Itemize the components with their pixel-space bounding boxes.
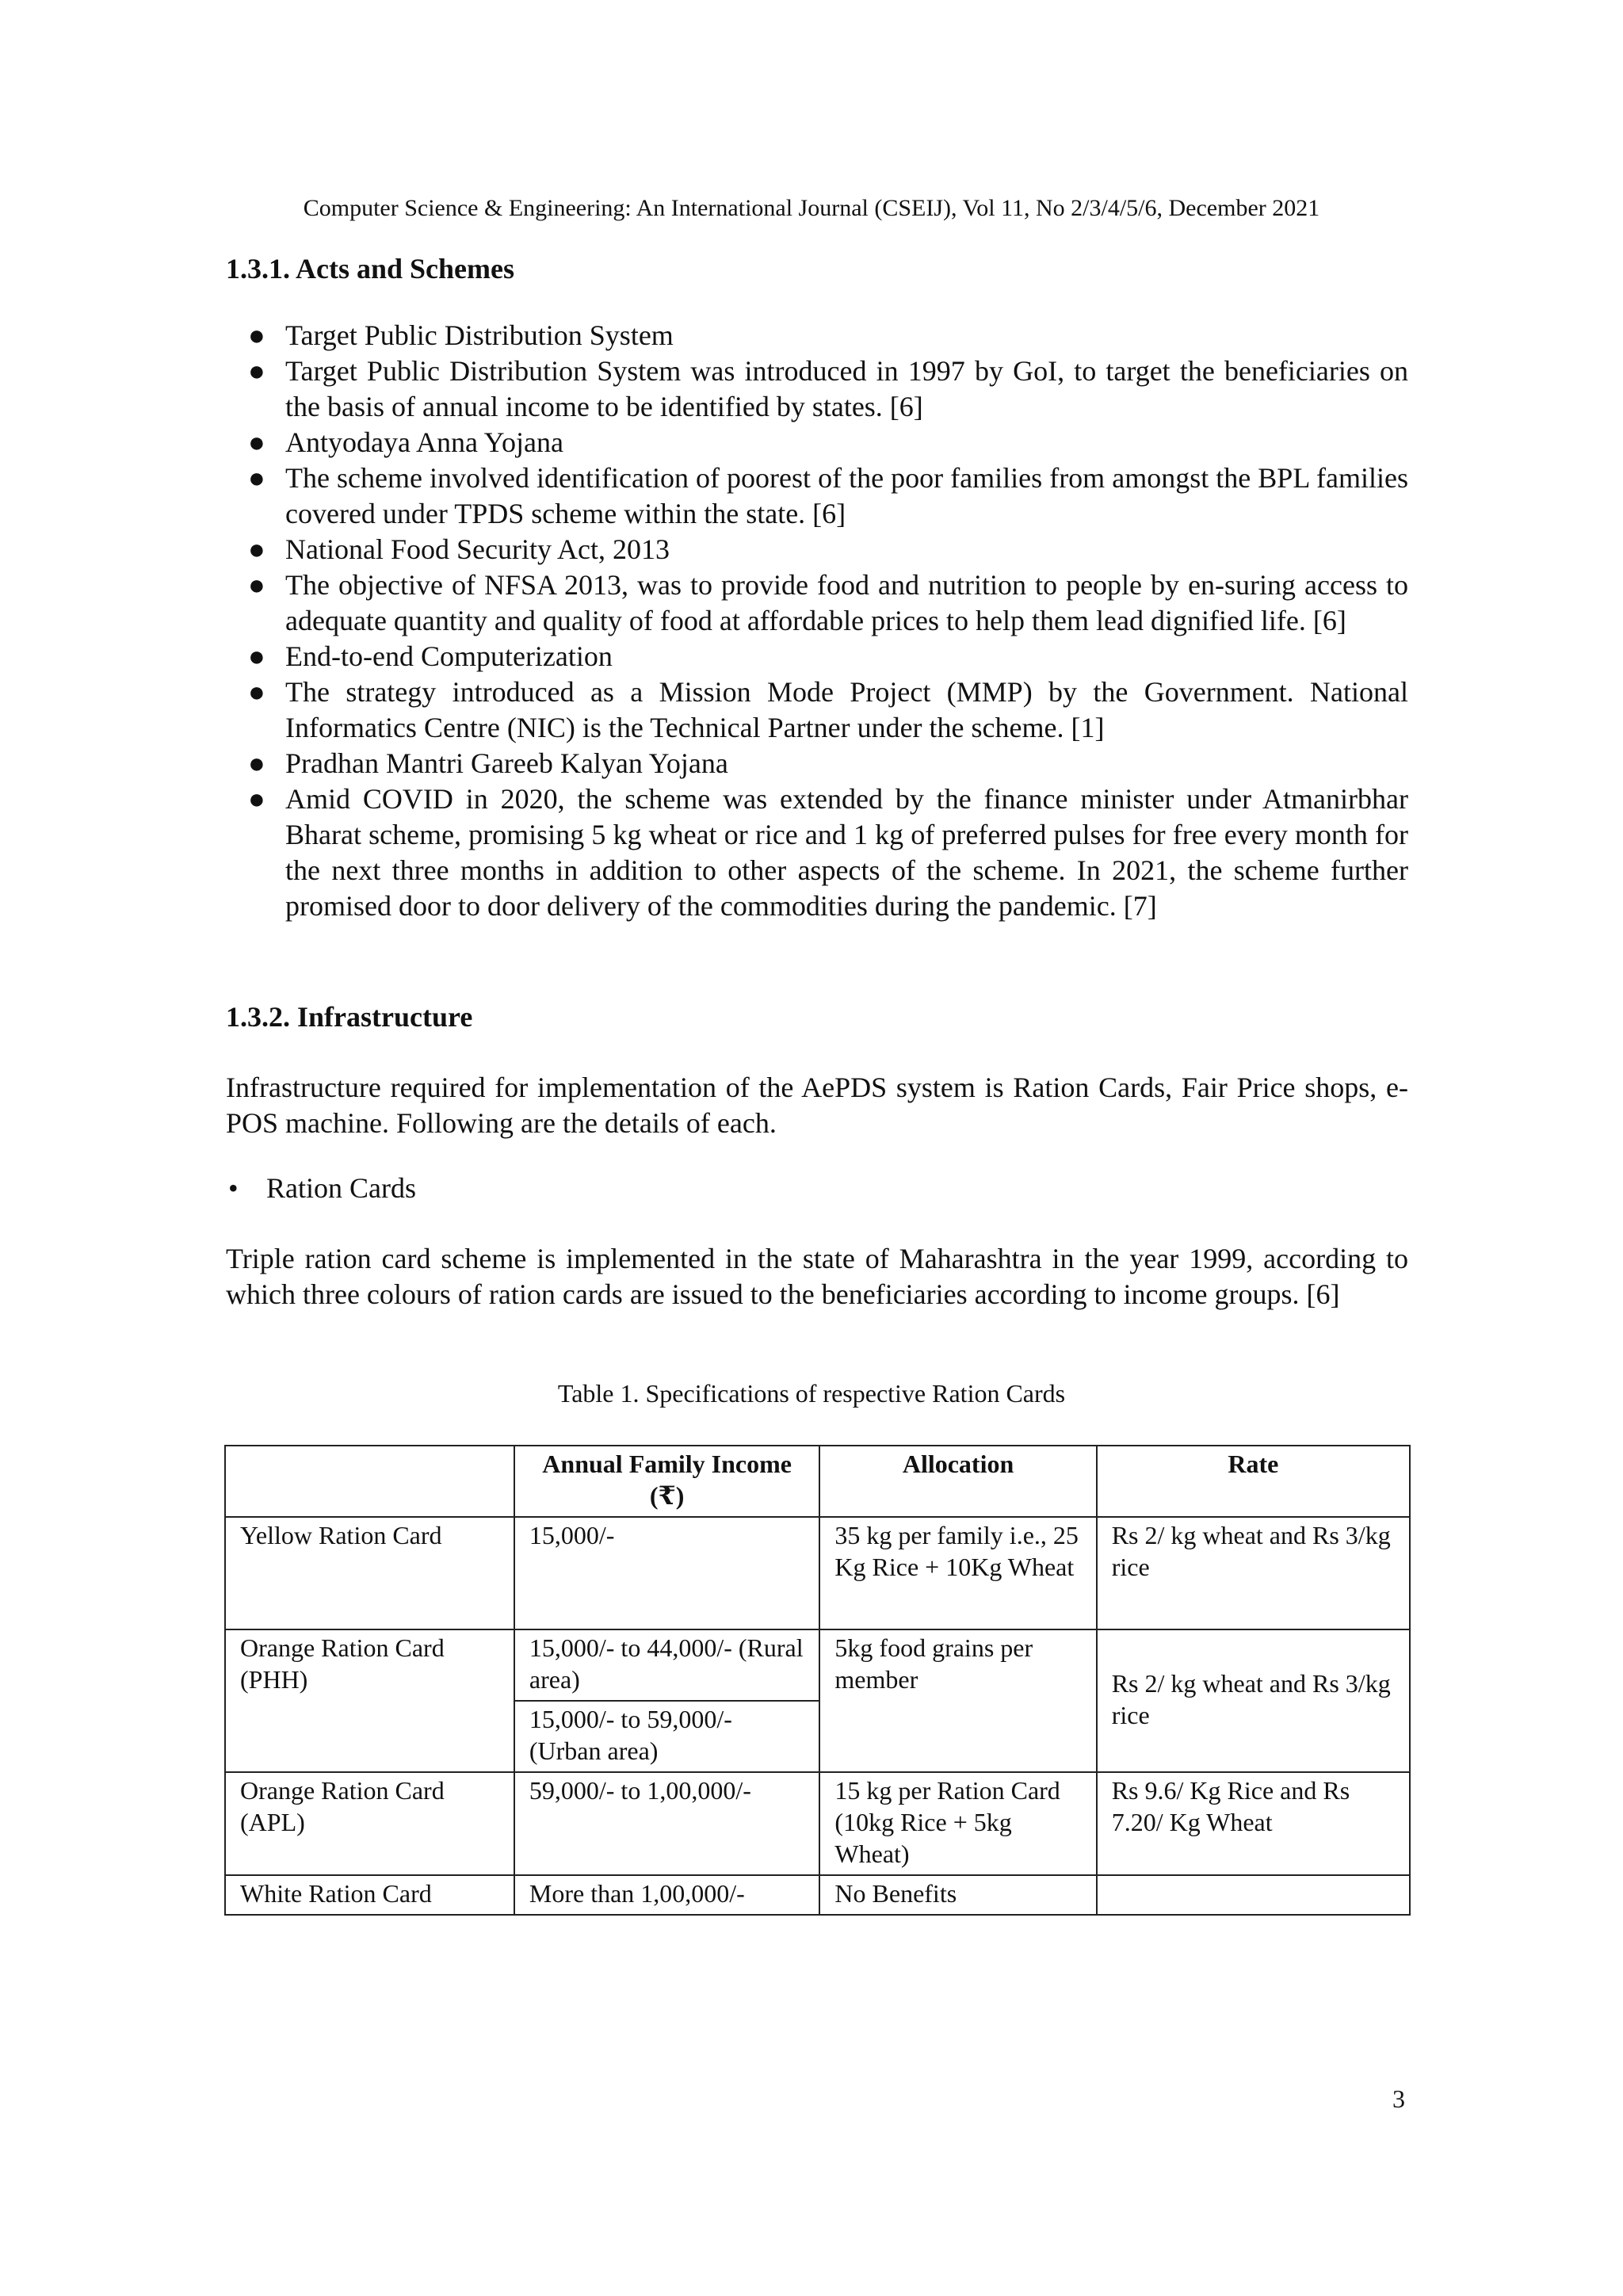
rate-cell (1097, 1875, 1410, 1915)
card-cell: Orange Ration Card (PHH) (225, 1629, 514, 1772)
bullet-icon: ● (248, 569, 265, 601)
ration-cards-bullet (228, 1171, 416, 1205)
allocation-cell: 35 kg per family i.e., 25 Kg Rice + 10Kg Wheat (819, 1517, 1096, 1629)
table-caption: Table 1. Specifications of respective Ration Cards (557, 1379, 1066, 1408)
bullet-icon: ● (248, 462, 265, 494)
list-item: ● The scheme involved identification of poorest of the poor families from amongst the BPL families covered under TPDS scheme within the state. [6] (248, 462, 1408, 529)
income-cell: 15,000/- to 44,000/- (Rural area) (514, 1629, 820, 1701)
table-row (225, 1772, 1410, 1875)
header-cell-income: Annual Family Income (₹) (514, 1446, 820, 1517)
list-item: ● Antyodaya Anna Yojana (226, 425, 1408, 460)
header-cell-rate: Rate (1097, 1446, 1410, 1517)
list-item: ● National Food Security Act, 2013 (226, 532, 1408, 567)
rate-cell: Rs 9.6/ Kg Rice and Rs 7.20/ Kg Wheat (1097, 1772, 1410, 1875)
ration-card-table (224, 1445, 1411, 1916)
header-cell-allocation: Allocation (819, 1446, 1096, 1517)
income-cell: More than 1,00,000/- (514, 1875, 820, 1915)
triple-ration-paragraph: Triple ration card scheme is implemented in the state of Maharashtra in the year 1999, according to which three colours of ration cards are issued to the beneficiaries according to income groups. [6] (226, 1243, 1408, 1310)
list-item: ● Target Public Distribution System was introduced in 1997 by GoI, to target the beneficiaries on the basis of annual income to be identified by states. [6] (248, 355, 1408, 422)
card-cell: Orange Ration Card (APL) (225, 1772, 514, 1875)
list-item: ● Pradhan Mantri Gareeb Kalyan Yojana (226, 746, 1408, 781)
table-header-row (225, 1446, 1410, 1517)
page-number: 3 (1392, 2084, 1405, 2113)
list-item: ● The strategy introduced as a Mission Mode Project (MMP) by the Government. National Informatics Centre (NIC) is the Technical Partner under the scheme. [1] (248, 676, 1408, 743)
bullet-icon: ● (248, 319, 265, 351)
table-row (225, 1629, 1410, 1701)
allocation-cell: 5kg food grains per member (819, 1629, 1096, 1772)
card-cell: White Ration Card (225, 1875, 514, 1915)
bullet-icon: ● (248, 533, 265, 565)
bullet-icon: • (228, 1172, 239, 1204)
infrastructure-paragraph: Infrastructure required for implementation of the AePDS system is Ration Cards, Fair Price shops, e-POS machine. Following are the details of each. (226, 1072, 1408, 1139)
income-cell: 59,000/- to 1,00,000/- (514, 1772, 820, 1875)
running-header: Computer Science & Engineering: An International Journal (CSEIJ), Vol 11, No 2/3/4/5/6, December 2021 (303, 195, 1320, 221)
header-cell-blank (225, 1446, 514, 1517)
section-heading-acts-schemes: 1.3.1. Acts and Schemes (226, 253, 515, 285)
income-cell: 15,000/- to 59,000/- (Urban area) (514, 1701, 820, 1772)
bullet-icon: ● (248, 355, 265, 387)
list-item: ● End-to-end Computerization (226, 639, 1408, 674)
section-heading-infrastructure: 1.3.2. Infrastructure (226, 1001, 473, 1033)
income-cell: 15,000/- (514, 1517, 820, 1629)
allocation-cell: No Benefits (819, 1875, 1096, 1915)
list-item: ● The objective of NFSA 2013, was to provide food and nutrition to people by en-suring access to adequate quantity and quality of food at affordable prices to help them lead dignified life. [6] (248, 569, 1408, 636)
list-item: ● Target Public Distribution System (226, 318, 1408, 353)
allocation-cell: 15 kg per Ration Card (10kg Rice + 5kg Wheat) (819, 1772, 1096, 1875)
table-row (225, 1875, 1410, 1915)
rate-cell: Rs 2/ kg wheat and Rs 3/kg rice (1097, 1629, 1410, 1772)
rate-cell: Rs 2/ kg wheat and Rs 3/kg rice (1097, 1517, 1410, 1629)
acts-schemes-list (226, 318, 1408, 924)
table-row (225, 1517, 1410, 1629)
bullet-icon: ● (248, 640, 265, 672)
bullet-icon: ● (248, 426, 265, 458)
ration-cards-label: Ration Cards (266, 1172, 416, 1204)
card-cell: Yellow Ration Card (225, 1517, 514, 1629)
bullet-icon: ● (248, 747, 265, 779)
list-item: ● Amid COVID in 2020, the scheme was extended by the finance minister under Atmanirbhar Bharat scheme, promising 5 kg wheat or rice and 1 kg of preferred pulses for free every month for the next three months in addition to other aspects of the scheme. In 2021, the scheme further promised door to door delivery of the commodities during the pandemic. [7] (248, 783, 1408, 922)
bullet-icon: ● (248, 676, 265, 708)
bullet-icon: ● (248, 783, 265, 815)
